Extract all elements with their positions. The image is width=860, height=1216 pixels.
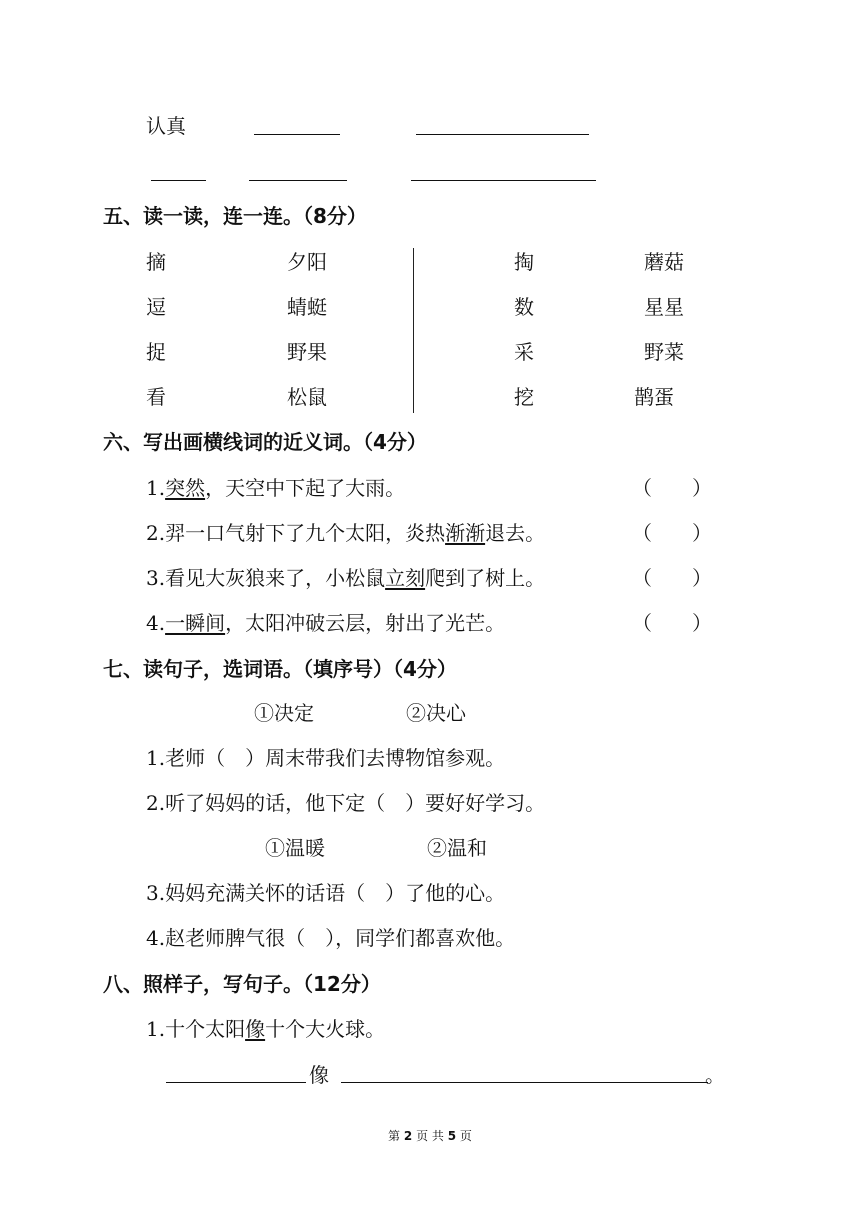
synonym-question-1 [146,476,405,500]
answer-parentheses[interactable]: （ ） [632,521,712,545]
match-word[interactable]: 野菜 [644,340,684,364]
match-word[interactable]: 星星 [644,295,684,319]
match-word[interactable]: 蜻蜓 [287,295,327,319]
match-word[interactable]: 蘑菇 [644,250,684,274]
match-word[interactable]: 看 [146,385,166,409]
word-renzhen: 认真 [146,114,186,138]
match-word[interactable]: 摘 [146,250,166,274]
answer-blank[interactable] [151,180,206,181]
synonym-question-3 [146,566,545,590]
answer-blank[interactable] [416,134,589,135]
sentence-post: ，天空中下起了大雨。 [205,476,406,500]
answer-blank[interactable] [411,180,596,181]
match-word[interactable]: 掏 [514,250,534,274]
question-number: 3. [146,566,166,590]
answer-parentheses[interactable]: （ ） [632,476,712,500]
sentence-post: 爬到了树上。 [425,566,546,590]
example-post: 十个大火球。 [265,1017,386,1041]
match-word[interactable]: 逗 [146,295,166,319]
footer-post: 页 [459,1129,472,1143]
section-heading-5: 五、读一读，连一连。（8分） [103,204,367,228]
column-divider [413,248,414,413]
footer-pre: 第 [388,1129,401,1143]
match-word[interactable]: 采 [514,340,534,364]
question-number: 2. [146,521,166,545]
option-2: ②温和 [427,836,487,860]
question-number: 4. [146,611,166,635]
fill-word: 像 [309,1063,329,1087]
match-word[interactable]: 野果 [287,340,327,364]
match-word[interactable]: 鹊蛋 [634,385,674,409]
answer-blank[interactable] [166,1082,306,1083]
answer-blank[interactable] [249,180,347,181]
match-word[interactable]: 捉 [146,340,166,364]
match-word[interactable]: 数 [514,295,534,319]
sentence-pre: 羿一口气射下了九个太阳，炎热 [165,521,446,545]
page-footer [0,1129,860,1143]
underlined-word: 一瞬间 [165,611,226,635]
match-word[interactable]: 挖 [514,385,534,409]
section-heading-6: 六、写出画横线词的近义词。（4分） [103,430,427,454]
answer-parentheses[interactable]: （ ） [632,566,712,590]
choice-question-2[interactable]: 2.听了妈妈的话，他下定（ ）要好好学习。 [146,791,546,815]
underlined-word: 渐渐 [445,521,486,545]
footer-mid: 页 共 [416,1129,444,1143]
match-word[interactable]: 夕阳 [287,250,327,274]
example-pre: 1.十个太阳 [146,1017,246,1041]
section-heading-7: 七、读句子，选词语。（填序号）（4分） [103,657,457,681]
page-total: 5 [447,1129,457,1143]
sentence-end-mark: 。 [705,1063,725,1087]
page-number: 2 [403,1129,413,1143]
answer-parentheses[interactable]: （ ） [632,611,712,635]
option-1: ①决定 [254,701,314,725]
match-word[interactable]: 松鼠 [287,385,327,409]
section-heading-8: 八、照样子，写句子。（12分） [103,972,381,996]
example-sentence [146,1017,385,1041]
underlined-word: 立刻 [385,566,426,590]
answer-blank[interactable] [254,134,340,135]
question-number: 1. [146,476,166,500]
underlined-word: 像 [245,1017,266,1041]
choice-question-1[interactable]: 1.老师（ ）周末带我们去博物馆参观。 [146,746,506,770]
sentence-pre: 看见大灰狼来了，小松鼠 [165,566,386,590]
synonym-question-4 [146,611,505,635]
synonym-question-2 [146,521,545,545]
choice-question-4[interactable]: 4.赵老师脾气很（ ），同学们都喜欢他。 [146,926,516,950]
underlined-word: 突然 [165,476,206,500]
option-1: ①温暖 [265,836,325,860]
option-2: ②决心 [406,701,466,725]
sentence-post: 退去。 [485,521,546,545]
answer-blank[interactable] [341,1082,708,1083]
sentence-post: ，太阳冲破云层，射出了光芒。 [225,611,506,635]
choice-question-3[interactable]: 3.妈妈充满关怀的话语（ ）了他的心。 [146,881,506,905]
